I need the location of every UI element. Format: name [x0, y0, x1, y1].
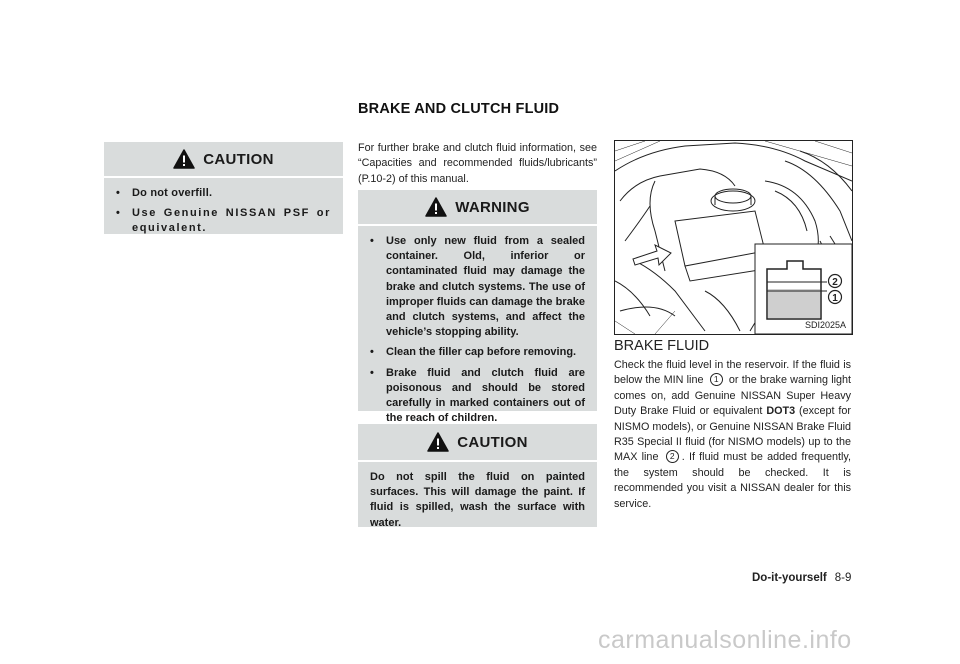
dot3-label: DOT3: [766, 405, 796, 418]
figure-code: SDI2025A: [804, 320, 846, 330]
caution-heading: CAUTION: [203, 150, 274, 168]
marker-max-label: 2: [832, 277, 838, 288]
caution-header: [104, 142, 343, 176]
warning-header: [358, 190, 597, 224]
min-marker: 1: [710, 373, 723, 386]
warning-triangle-icon: [427, 432, 449, 452]
list-item: • Brake fluid and clutch fluid are poisonous and should be stored carefully in marked containers out of the reach of children.: [370, 366, 585, 425]
max-marker: 2: [666, 450, 679, 463]
spill-caution-box: [358, 424, 597, 527]
warning-triangle-icon: [425, 197, 447, 217]
left-caution-box: [104, 142, 343, 234]
warning-triangle-icon: [173, 149, 195, 169]
warning-box: [358, 190, 597, 425]
warning-body: [358, 226, 597, 441]
page-footer: [752, 572, 851, 584]
page-number: 8-9: [834, 572, 852, 584]
warning-heading: WARNING: [455, 198, 530, 216]
intro-paragraph: For further brake and clutch fluid information, see “Capacities and recommended fluids/lubricants” (P.10-2) of this manual.: [358, 142, 597, 185]
list-item: • Use only new fluid from a sealed container. Old, inferior or contaminated fluid may damage the brake and clutch systems. The use of improper fluids can damage the brake and clutch systems, and affect the vehicle’s stopping ability.: [370, 235, 585, 339]
list-item: • Do not overfill.: [116, 187, 213, 199]
engine-bay-illustration: [614, 140, 853, 335]
caution-body: [358, 462, 597, 541]
brake-fluid-heading: BRAKE FLUID: [614, 338, 710, 354]
caution-text: Do not spill the fluid on painted surfaces. This will damage the paint. If fluid is spilled, wash the surface with water.: [370, 471, 585, 529]
caution-body: [104, 178, 343, 252]
caution-heading: CAUTION: [457, 433, 528, 451]
reservoir-drawing: [615, 141, 852, 334]
section-title: BRAKE AND CLUTCH FLUID: [358, 101, 560, 117]
marker-min-label: 1: [832, 293, 838, 304]
caution-header: [358, 424, 597, 460]
watermark: carmanualsonline.info: [598, 626, 852, 654]
list-item: • Clean the filler cap before removing.: [370, 346, 577, 359]
brake-fluid-paragraph: Check the fluid level in the reservoir. If the fluid is below the MIN line 1 or the brake warning light comes on, add Genuine NISSAN Super Heavy Duty Brake Fluid or equivalent DOT3 (except for NISMO models), or Genuine NISSAN Brake Fluid R35 Special II fluid (for NISMO models) up to the MAX line 2 . If fluid must be added frequently, the system should be checked. It is recommended you visit a NISSAN dealer for this service.: [614, 359, 852, 510]
footer-section: Do-it-yourself: [752, 572, 827, 584]
list-item: • Use Genuine NISSAN PSF or equivalent.: [116, 207, 331, 235]
